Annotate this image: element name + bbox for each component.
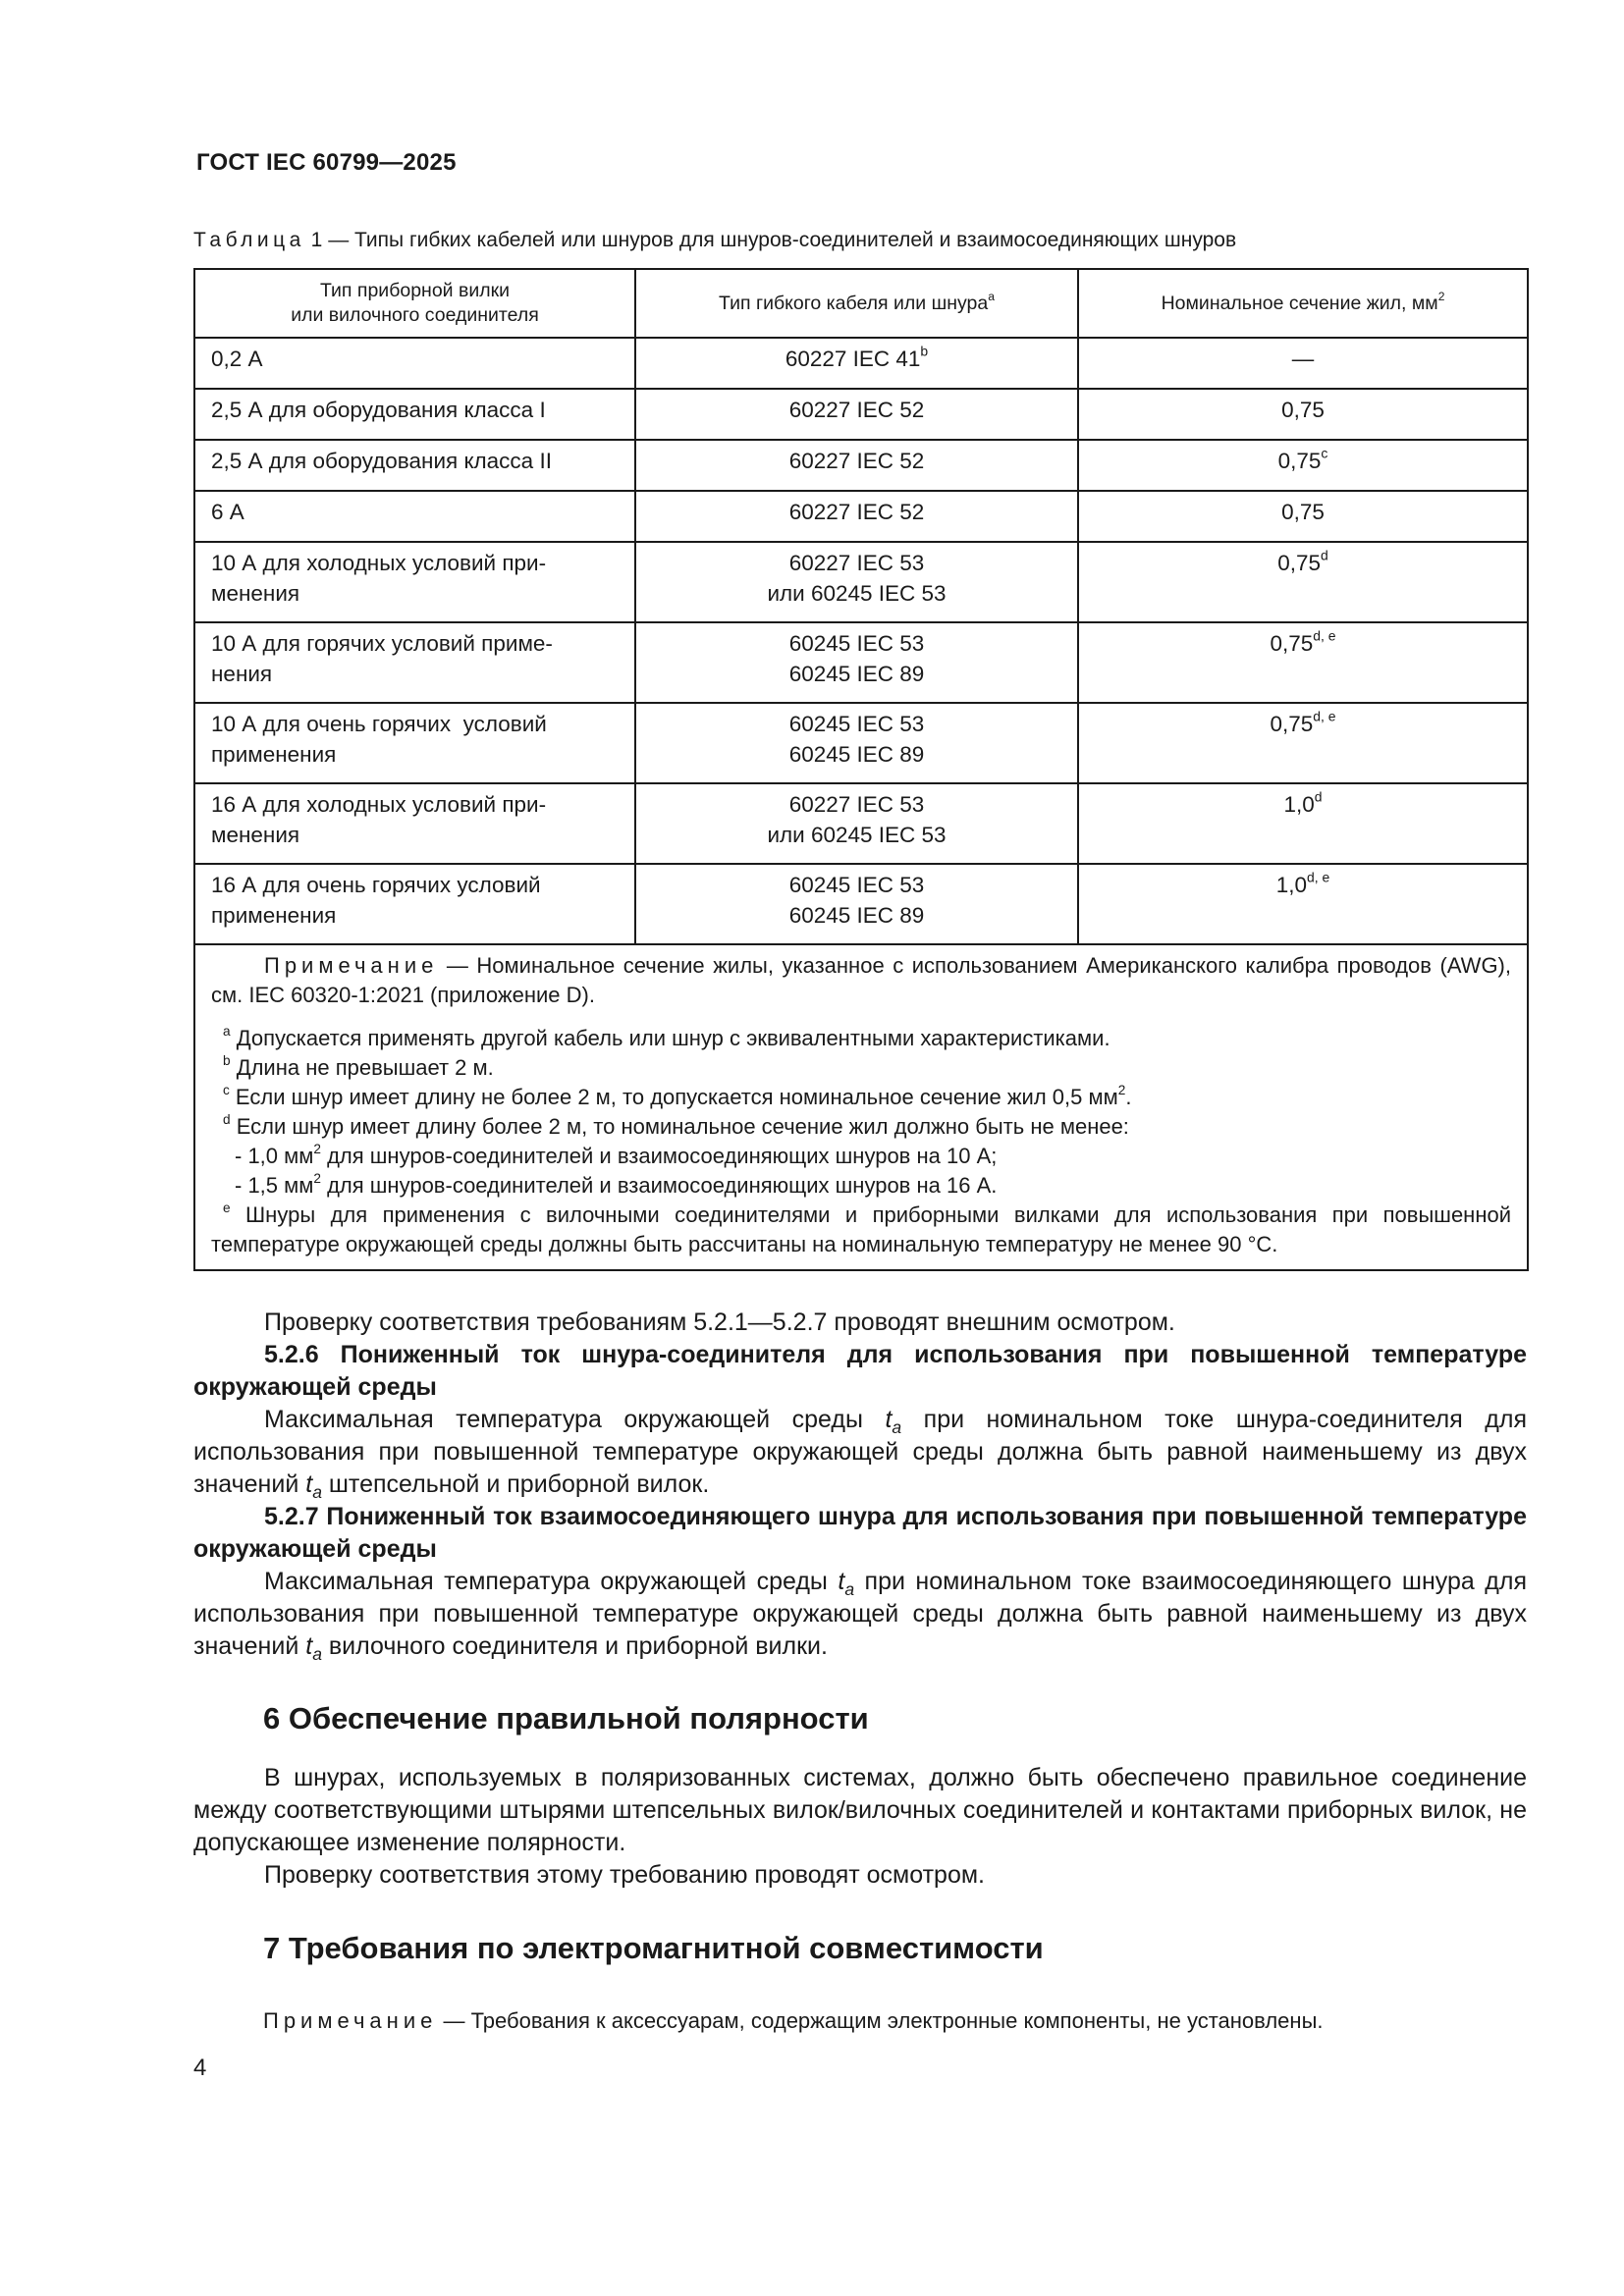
cell-cable-type: 60245 IEC 53 60245 IEC 89	[635, 703, 1078, 783]
section-6-title: 6 Обеспечение правильной полярности	[263, 1701, 869, 1735]
cell-cross-section: —	[1078, 338, 1528, 389]
footnote-d: $^d$ Если шнур имеет длину более 2 м, то номинальное сечение жил должно быть не менее:	[223, 1111, 1129, 1139]
footnote-e: $^e$ Шнуры для применения с вилочными соединителями и приборными вилками для использования при повышенной температуре окружающей среды должны быть рассчитаны на номинальную температуру не менее 90 °С.	[211, 1200, 1511, 1256]
footnote-d-item-1: - 1,0 $мм^2$ для шнуров-соединителей и взаимосоединяющих шнуров на 10 А;	[235, 1141, 998, 1168]
paragraph-5-2-6: Максимальная температура окружающей среды $t_a$ при номинальном токе шнура-соединителя для использования при повышенной температуре окружающей среды должна быть равной наименьшему из двух значений $t_a$ штепсельной и приборной вилок.	[193, 1406, 1527, 1503]
section-6-paragraph-2: Проверку соответствия этому требованию проводят осмотром.	[264, 1861, 985, 1889]
section-6-body	[193, 1762, 1527, 1892]
table-row	[194, 338, 1528, 389]
cell-plug-type: 10 А для горячих условий приме- нения	[194, 622, 635, 703]
header-cross-section: Номинальное сечение жил, $мм^2$	[1078, 269, 1528, 338]
cell-cable-type: 60227 IEC 41$^b$	[635, 338, 1078, 389]
cell-cross-section: 0,75	[1078, 491, 1528, 542]
table-caption	[193, 229, 1236, 252]
footnote-d-item-2: - 1,5 $мм^2$ для шнуров-соединителей и взаимосоединяющих шнуров на 16 А.	[235, 1170, 998, 1198]
section-7-title: 7 Требования по электромагнитной совместимости	[263, 1931, 1044, 1965]
cell-cross-section: 1,0$^{d, e}$	[1078, 864, 1528, 944]
cell-cross-section: 0,75$^d$	[1078, 542, 1528, 622]
cell-cable-type: 60227 IEC 53 или 60245 IEC 53	[635, 542, 1078, 622]
cell-cross-section: 0,75$^c$	[1078, 440, 1528, 491]
cell-plug-type: 2,5 А для оборудования класса II	[194, 440, 635, 491]
clause-5-2-6-block	[193, 1307, 1527, 1663]
heading-5-2-7: 5.2.7 Пониженный ток взаимосоединяющего шнура для использования при повышенной температуре окружающей среды	[193, 1503, 1527, 1563]
section-6-paragraph-1: В шнурах, используемых в поляризованных системах, должно быть обеспечено правильное соединение между соответствующими штырями штепсельных вилок/вилочных соединителей и контактами приборных вилок, не допускающее изменение полярности.	[193, 1764, 1527, 1856]
cell-cable-type: 60227 IEC 52	[635, 389, 1078, 440]
table-row	[194, 864, 1528, 944]
cell-cross-section: 0,75$^{d, e}$	[1078, 622, 1528, 703]
table-caption-text: 1 — Типы гибких кабелей или шнуров для шнуров-соединителей и взаимосоединяющих шнуров	[304, 229, 1237, 251]
footnote-b: $^b$ Длина не превышает 2 м.	[223, 1052, 494, 1080]
table-row	[194, 542, 1528, 622]
table-note: Примечание — Номинальное сечение жилы, указанное с использованием Американского калибра проводов (AWG), см. IEC 60320-1:2021 (приложение D).	[211, 953, 1511, 1007]
table-notes-row	[194, 944, 1528, 1270]
table-row	[194, 491, 1528, 542]
paragraph-visual-check: Проверку соответствия требованиям 5.2.1—5.2.7 проводят внешним осмотром.	[264, 1308, 1175, 1336]
footnote-a: $^a$ Допускается применять другой кабель или шнур с эквивалентными характеристиками.	[223, 1023, 1110, 1050]
header-appliance-plug-type: Тип приборной вилки или вилочного соединителя	[194, 269, 635, 338]
table-row	[194, 622, 1528, 703]
cell-cable-type: 60227 IEC 53 или 60245 IEC 53	[635, 783, 1078, 864]
table-caption-label: Таблица	[193, 229, 305, 251]
section-7-note: Примечание — Требования к аксессуарам, содержащим электронные компоненты, не установлены.	[263, 2008, 1324, 2033]
cell-plug-type: 2,5 А для оборудования класса I	[194, 389, 635, 440]
table-row	[194, 440, 1528, 491]
cell-plug-type: 0,2 А	[194, 338, 635, 389]
table-row	[194, 703, 1528, 783]
table-row	[194, 389, 1528, 440]
cell-plug-type: 10 А для очень горячих условий применения	[194, 703, 635, 783]
table-header-row	[194, 269, 1528, 338]
cell-cross-section: 0,75	[1078, 389, 1528, 440]
footnote-c: $^c$ Если шнур имеет длину не более 2 м, то допускается номинальное сечение жил 0,5 $мм^2$.	[223, 1082, 1132, 1109]
cell-plug-type: 6 А	[194, 491, 635, 542]
document-header: ГОСТ IEC 60799—2025	[196, 149, 457, 176]
paragraph-5-2-7: Максимальная температура окружающей среды $t_a$ при номинальном токе взаимосоединяющего шнура для использования при повышенной температуре окружающей среды должна быть равной наименьшему из двух значений $t_a$ вилочного соединителя и приборной вилки.	[193, 1568, 1527, 1665]
table-row	[194, 783, 1528, 864]
cell-plug-type: 16 А для очень горячих условий применения	[194, 864, 635, 944]
cell-cable-type: 60245 IEC 53 60245 IEC 89	[635, 622, 1078, 703]
cell-cross-section: 0,75$^{d, e}$	[1078, 703, 1528, 783]
header-cable-type: Тип гибкого кабеля или шнура$^a$	[635, 269, 1078, 338]
cell-cable-type: 60227 IEC 52	[635, 491, 1078, 542]
heading-5-2-6: 5.2.6 Пониженный ток шнура-соединителя для использования при повышенной температуре окружающей среды	[193, 1341, 1527, 1401]
cell-plug-type: 16 А для холодных условий при- менения	[194, 783, 635, 864]
cell-plug-type: 10 А для холодных условий при- менения	[194, 542, 635, 622]
cable-types-table	[193, 268, 1529, 1271]
cell-cable-type: 60227 IEC 52	[635, 440, 1078, 491]
cell-cable-type: 60245 IEC 53 60245 IEC 89	[635, 864, 1078, 944]
cell-cross-section: 1,0$^d$	[1078, 783, 1528, 864]
page-number: 4	[193, 2055, 207, 2081]
table-notes	[194, 944, 1528, 1270]
